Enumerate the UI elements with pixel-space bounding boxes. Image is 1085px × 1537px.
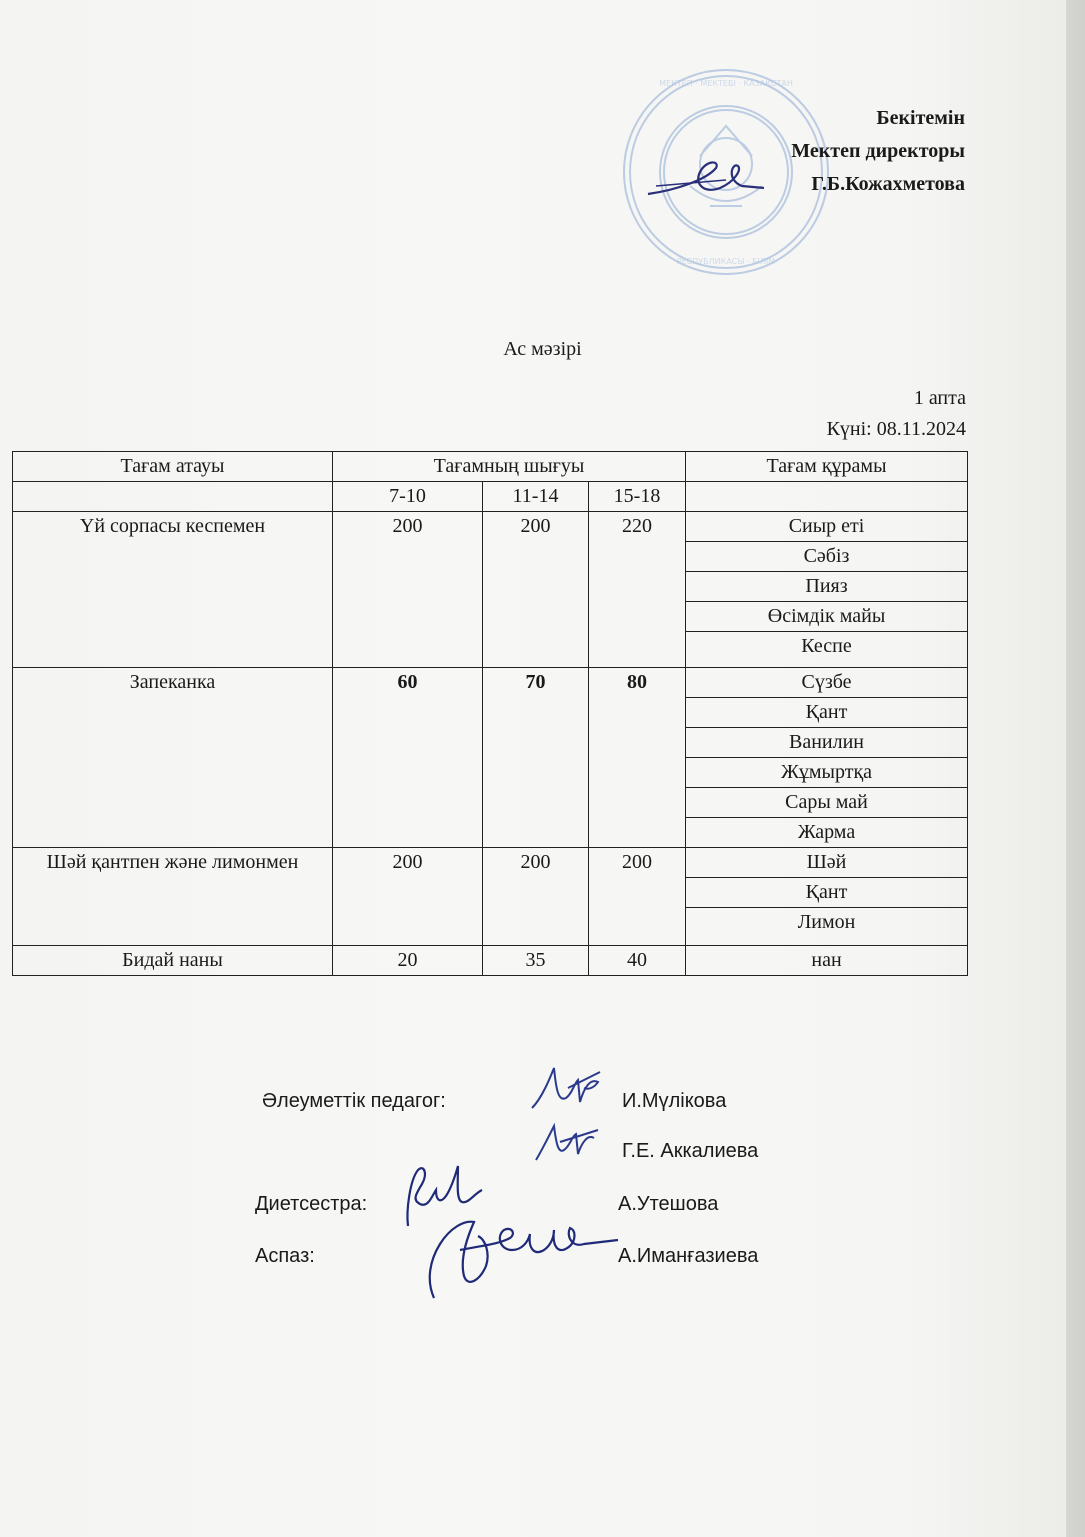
ingredient: Қант: [686, 698, 968, 728]
portion-15-18: 80: [589, 668, 686, 848]
cook-label: Аспаз:: [255, 1245, 315, 1267]
svg-text:МЕКТЕП · МЕКТЕБІ · КАЗАҚСТАН: МЕКТЕП · МЕКТЕБІ · КАЗАҚСТАН: [659, 79, 793, 88]
age-group-2: 11-14: [483, 482, 589, 512]
header-dish-name: Тағам атауы: [13, 452, 333, 482]
approval-block: [791, 102, 965, 201]
ingredient: Лимон: [686, 908, 968, 946]
svg-text:РЕСПУБЛИКАСЫ · БІЛІМ: РЕСПУБЛИКАСЫ · БІЛІМ: [676, 257, 776, 266]
ingredient: Пияз: [686, 572, 968, 602]
empty-cell: [13, 482, 333, 512]
approval-line-3: Г.Б.Кожахметова: [811, 173, 965, 195]
date-label: Күні: 08.11.2024: [826, 418, 966, 440]
menu-table: [12, 451, 968, 976]
dish-name: Шәй қантпен және лимонмен: [13, 848, 333, 946]
age-group-1: 7-10: [333, 482, 483, 512]
ingredient: нан: [686, 946, 968, 976]
ingredient: Сүзбе: [686, 668, 968, 698]
dish-name: Үй сорпасы кеспемен: [13, 512, 333, 668]
portion-15-18: 220: [589, 512, 686, 668]
ingredient: Кеспе: [686, 632, 968, 668]
director-signature: [646, 150, 766, 210]
social-pedagogue-name-1: И.Мүлікова: [622, 1090, 727, 1112]
dish-name: Бидай наны: [13, 946, 333, 976]
portion-15-18: 200: [589, 848, 686, 946]
ingredient: Шәй: [686, 848, 968, 878]
cook-signature: [420, 1200, 620, 1305]
ingredient: Ванилин: [686, 728, 968, 758]
table-row: [13, 668, 968, 698]
portion-11-14: 70: [483, 668, 589, 848]
header-yield: Тағамның шығуы: [333, 452, 686, 482]
ingredient: Өсімдік майы: [686, 602, 968, 632]
approval-line-1: Бекітемін: [876, 107, 965, 129]
table-row: [13, 848, 968, 878]
ingredient: Сиыр еті: [686, 512, 968, 542]
table-row: [13, 946, 968, 976]
portion-11-14: 35: [483, 946, 589, 976]
ingredient: Жұмыртқа: [686, 758, 968, 788]
ingredient: Қант: [686, 878, 968, 908]
age-group-row: [13, 482, 968, 512]
dietitian-name: А.Утешова: [618, 1193, 719, 1215]
dietitian-label: Диетсестра:: [255, 1193, 368, 1215]
social-pedagogue-name-2: Г.Е. Аккалиева: [622, 1140, 759, 1162]
document-title: Ас мәзірі: [503, 338, 582, 360]
portion-11-14: 200: [483, 848, 589, 946]
portion-7-10: 200: [333, 848, 483, 946]
age-group-3: 15-18: [589, 482, 686, 512]
approval-line-2: Мектеп директоры: [791, 140, 965, 162]
header-row: [13, 452, 968, 482]
ingredient: Жарма: [686, 818, 968, 848]
page-edge-background: [1066, 0, 1085, 1537]
empty-cell: [686, 482, 968, 512]
header-composition: Тағам құрамы: [686, 452, 968, 482]
portion-7-10: 200: [333, 512, 483, 668]
ingredient: Сәбіз: [686, 542, 968, 572]
pedagogue-signature-2: [532, 1120, 602, 1168]
portion-11-14: 200: [483, 512, 589, 668]
cook-name: А.Иманғазиева: [618, 1245, 759, 1267]
pedagogue-signature-1: [528, 1058, 608, 1118]
week-label: 1 апта: [913, 387, 966, 409]
dish-name: Запеканка: [13, 668, 333, 848]
ingredient: Сары май: [686, 788, 968, 818]
table-row: [13, 512, 968, 542]
social-pedagogue-label: Әлеуметтік педагог:: [262, 1090, 446, 1112]
portion-7-10: 60: [333, 668, 483, 848]
portion-7-10: 20: [333, 946, 483, 976]
portion-15-18: 40: [589, 946, 686, 976]
